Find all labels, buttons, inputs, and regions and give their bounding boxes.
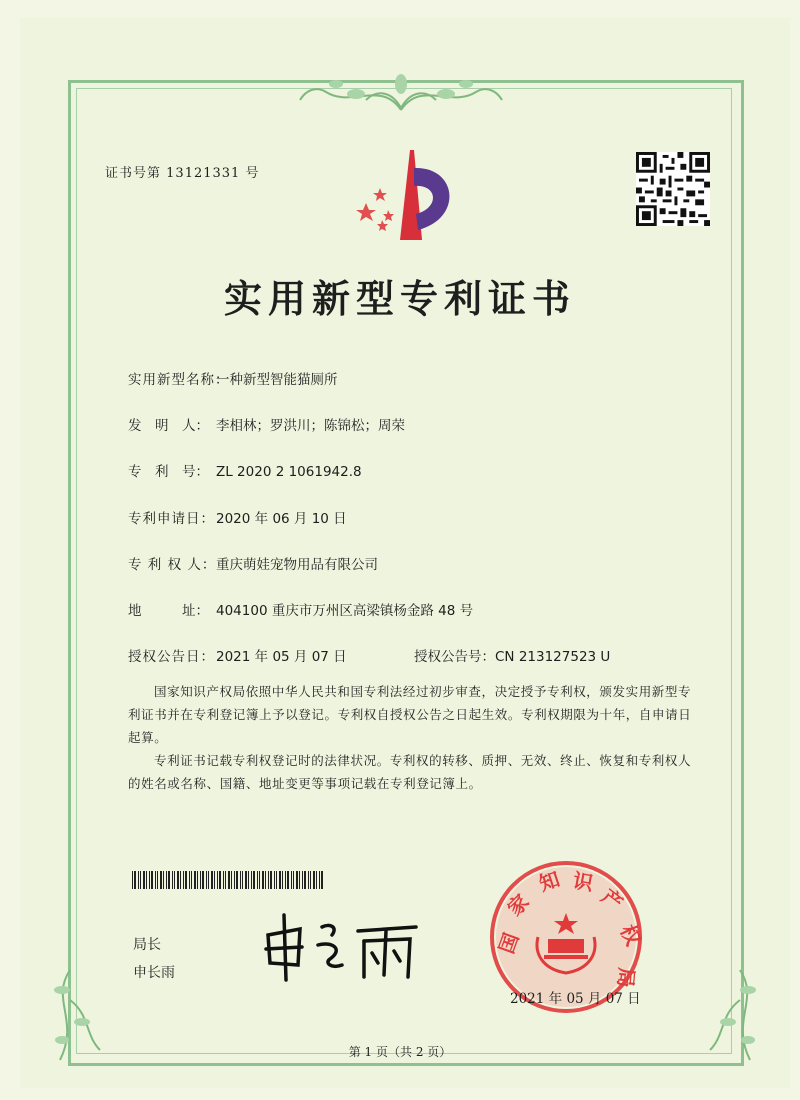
field-inventor	[128, 414, 405, 434]
field-label: 发 明 人：	[128, 418, 209, 434]
field-value: CN 213127523 U	[495, 649, 611, 665]
field-filing-date	[128, 507, 347, 527]
handwritten-signature-icon	[260, 905, 430, 985]
field-label: 授权公告日：	[128, 649, 215, 665]
certificate-title: 实用新型专利证书	[223, 277, 576, 321]
field-utility-model-name	[128, 368, 338, 388]
field-address	[128, 599, 473, 619]
field-label: 授权公告号：	[414, 649, 495, 665]
svg-text:产: 产	[596, 884, 628, 916]
svg-text:局: 局	[613, 966, 639, 989]
field-value: ZL 2020 2 1061942.8	[216, 464, 362, 480]
page-number: 第 1 页（共 2 页）	[348, 1045, 452, 1059]
certificate-number-suffix: 号	[245, 166, 260, 181]
field-value: 李相林；罗洪川；陈锦松；周荣	[216, 418, 405, 434]
field-grant-date	[128, 645, 347, 665]
seal-date: 2021 年 05 月 07 日	[510, 991, 641, 1007]
certificate-number-value: 13121331	[166, 166, 241, 181]
svg-text:权: 权	[615, 920, 646, 950]
field-label: 实用新型名称：	[128, 372, 230, 388]
svg-text:识: 识	[571, 868, 595, 896]
field-value: 一种新型智能猫厕所	[216, 372, 338, 388]
signatory-title: 局长	[133, 937, 161, 953]
field-value: 重庆萌娃宠物用品有限公司	[216, 557, 378, 573]
field-label: 地 址：	[128, 603, 209, 619]
certificate-number-label: 证书号第	[105, 166, 162, 181]
certificate-number	[105, 162, 259, 181]
top-ornament-icon	[296, 70, 506, 118]
signatory-name: 申长雨	[133, 965, 175, 981]
field-patentee	[128, 553, 378, 573]
field-value: 2021 年 05 月 07 日	[216, 649, 347, 665]
body-paragraph-1: 国家知识产权局依照中华人民共和国专利法经过初步审查，决定授予专利权，颁发实用新型专利证书并在专利登记簿上予以登记。专利权自授权公告之日起生效。专利权期限为十年，自申请日起算。	[128, 684, 692, 745]
svg-text:家: 家	[502, 889, 534, 921]
field-value: 2020 年 06 月 10 日	[216, 511, 347, 527]
svg-text:知: 知	[536, 866, 563, 896]
field-label: 专 利 权 人：	[128, 557, 217, 573]
field-grant-number	[414, 645, 610, 665]
body-paragraph-2: 专利证书记载专利权登记时的法律状况。专利权的转移、质押、无效、终止、恢复和专利权人的姓名或名称、国籍、地址变更等事项记载在专利登记簿上。	[128, 753, 692, 791]
cnipa-logo-icon	[352, 148, 467, 243]
field-label: 专 利 号：	[128, 464, 209, 480]
field-patent-number	[128, 460, 362, 480]
svg-text:国: 国	[494, 929, 524, 957]
qr-code-icon	[636, 152, 710, 226]
field-value: 404100 重庆市万州区高梁镇杨金路 48 号	[216, 603, 474, 619]
barcode-icon	[132, 871, 326, 889]
field-label: 专利申请日：	[128, 511, 215, 527]
